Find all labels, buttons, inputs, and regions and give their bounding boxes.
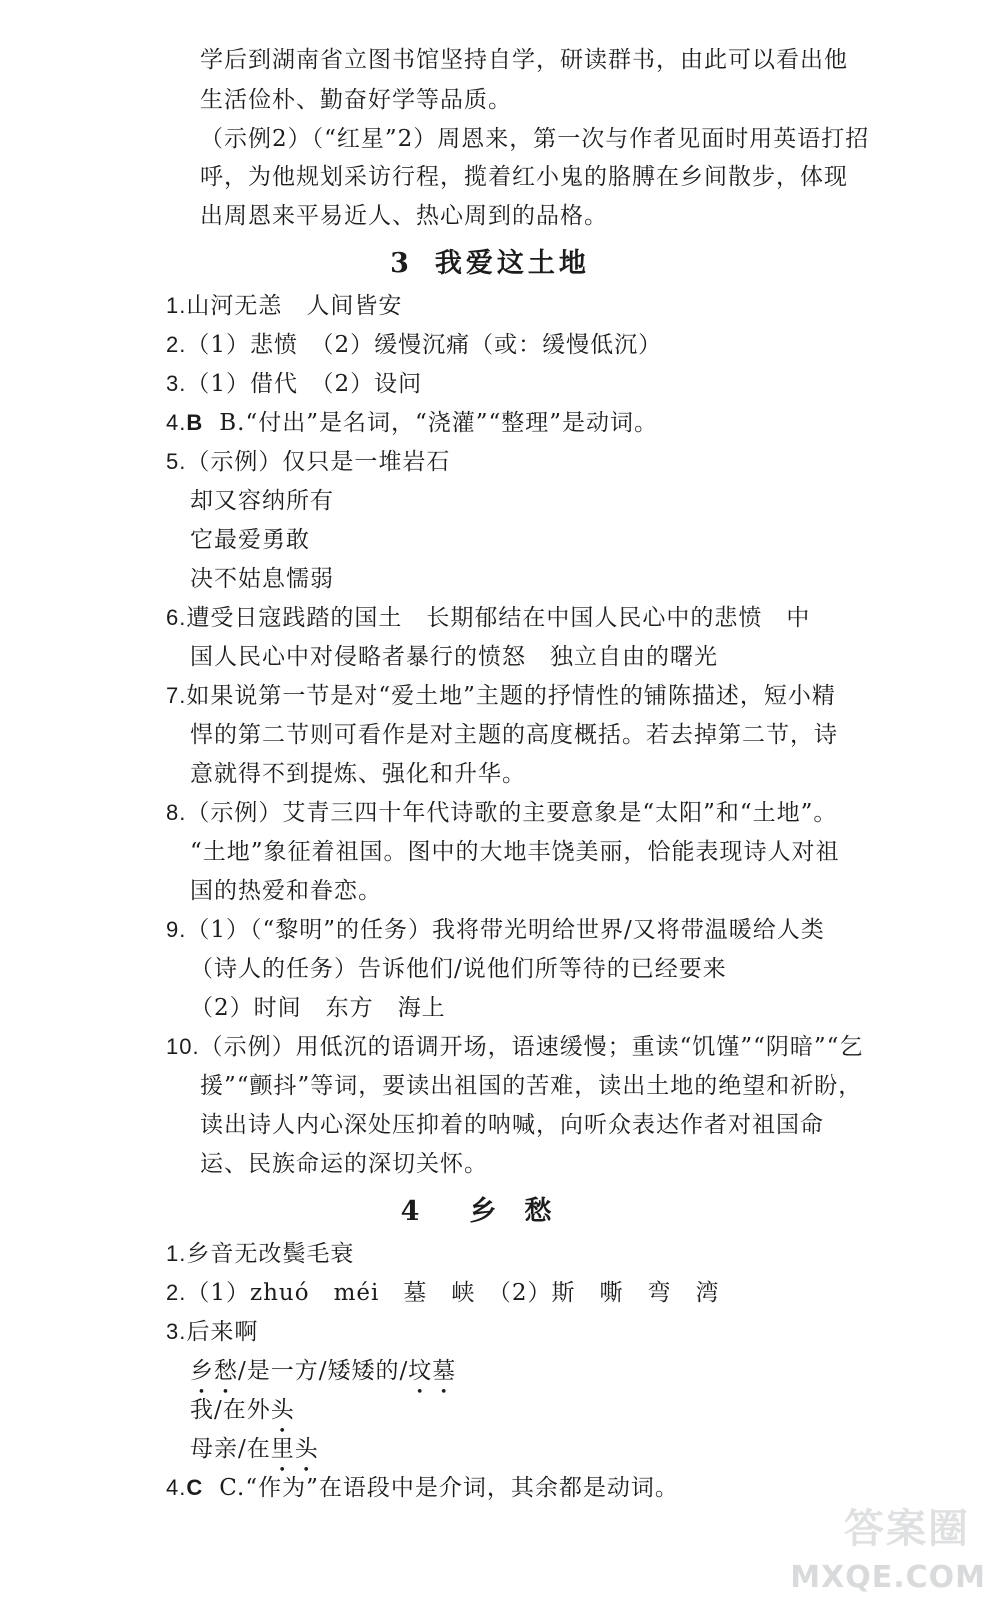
- s3-item-3: [166, 369, 422, 399]
- section-3-number: 3: [390, 248, 413, 279]
- item-text: B.“付出”是名词，“浇灌”“整理”是动词。: [219, 410, 659, 436]
- item-number: 1.: [166, 1241, 187, 1266]
- item-number: 8.: [166, 800, 187, 825]
- section-4-title: 乡愁: [469, 1196, 580, 1227]
- s3-item-6: [166, 603, 810, 633]
- s3-item-5-line-3: 它最爱勇敢: [190, 527, 310, 553]
- item-text: （1）zhuó méi 墓 峡 （2）斯 嘶 弯 湾: [186, 1280, 720, 1306]
- s3-item-10-line-3: 读出诗人内心深处压抑着的呐喊，向听众表达作者对祖国命: [200, 1112, 824, 1138]
- item-text: 遭受日寇践踏的国土 长期郁结在中国人民心中的悲愤 中: [186, 605, 811, 631]
- continuation-line-4: 呼，为他规划采访行程，揽着红小鬼的胳膊在乡间散步，体现: [200, 164, 848, 190]
- item-text: （示例）艾青三四十年代诗歌的主要意象是“太阳”和“土地”。: [186, 800, 838, 826]
- stress-line-2: [190, 1395, 295, 1425]
- item-number: 6.: [166, 605, 187, 630]
- s3-item-1: [166, 291, 402, 321]
- item-number: 4.: [166, 1475, 187, 1500]
- s3-item-9-line-2: （诗人的任务）告诉他们/说他们所等待的已经要来: [190, 956, 727, 982]
- item-number: 2.: [166, 1280, 187, 1305]
- item-text: 如果说第一节是对“爱土地”主题的抒情性的铺陈描述，短小精: [186, 683, 836, 709]
- stressed-char: 愁: [214, 1358, 238, 1384]
- item-number: 1.: [166, 293, 187, 318]
- s3-item-6-line-2: 国人民心中对侵略者暴行的愤怒 独立自由的曙光: [190, 644, 718, 670]
- item-text: （示例）用低沉的语调开场，语速缓慢；重读“饥馑”“阴暗”“乞: [199, 1034, 864, 1060]
- s3-item-5-line-4: 决不姑息懦弱: [190, 566, 334, 592]
- s3-item-8-line-3: 国的热爱和眷恋。: [190, 878, 382, 904]
- s3-item-10-line-4: 运、民族命运的深切关怀。: [200, 1151, 488, 1177]
- item-text: （示例）仅只是一堆岩石: [186, 449, 451, 475]
- item-text: 后来啊: [186, 1319, 259, 1345]
- s3-item-8: [166, 798, 837, 828]
- s3-item-8-line-2: “土地”象征着祖国。图中的大地丰饶美丽，恰能表现诗人对祖: [190, 839, 840, 865]
- item-text: （1）（“黎明”的任务）我将带光明给世界/又将带温暖给人类: [186, 917, 825, 943]
- plain-text: 我/在外: [190, 1397, 271, 1423]
- stressed-char: 乡: [190, 1358, 214, 1384]
- stress-line-1: [190, 1356, 456, 1386]
- item-number: 2.: [166, 332, 187, 357]
- stressed-char: 坟: [408, 1358, 433, 1384]
- section-4-number: 4: [400, 1196, 448, 1227]
- s3-item-5-line-2: 却又容纳所有: [190, 488, 334, 514]
- section-3-heading: [0, 247, 990, 281]
- item-number: 10.: [166, 1034, 200, 1059]
- s3-item-5: [166, 447, 450, 477]
- s3-item-7-line-3: 意就得不到提炼、强化和升华。: [190, 761, 526, 787]
- stressed-char: 墓: [432, 1358, 457, 1384]
- s4-item-3: [166, 1317, 258, 1347]
- item-number: 7.: [166, 683, 187, 708]
- item-number: 9.: [166, 917, 187, 942]
- plain-text: 母亲/在: [190, 1436, 271, 1462]
- continuation-line-1: 学后到湖南省立图书馆坚持自学，研读群书，由此可以看出他: [200, 47, 848, 73]
- s3-item-9-line-3: （2）时间 东方 海上: [190, 995, 446, 1021]
- s4-item-4: [166, 1473, 679, 1503]
- stressed-char: 里: [270, 1436, 295, 1462]
- s3-item-10-line-2: 援”“颤抖”等词，要读出祖国的苦难，读出土地的绝望和祈盼，: [200, 1073, 863, 1099]
- item-text: C.“作为”在语段中是介词，其余都是动词。: [219, 1475, 679, 1501]
- item-text: （1）悲愤 （2）缓慢沉痛（或：缓慢低沉）: [186, 332, 663, 358]
- continuation-line-5: 出周恩来平易近人、热心周到的品格。: [200, 203, 608, 229]
- continuation-line-2: 生活俭朴、勤奋好学等品质。: [200, 87, 512, 113]
- section-3-title: 我爱这土地: [434, 248, 590, 279]
- answer-letter: B: [186, 410, 204, 435]
- s3-item-2: [166, 330, 662, 360]
- watermark-logo: 答案圈: [844, 1506, 970, 1552]
- answer-letter: C: [186, 1475, 204, 1500]
- s3-item-10: [166, 1032, 863, 1062]
- continuation-line-3: （示例2）（“红星”2）周恩来，第一次与作者见面时用英语打招: [200, 126, 870, 152]
- s3-item-7: [166, 681, 836, 711]
- item-number: 3.: [166, 1319, 187, 1344]
- item-text: 山河无恙 人间皆安: [186, 293, 403, 319]
- item-number: 5.: [166, 449, 187, 474]
- s3-item-4: [166, 408, 658, 438]
- watermark-url: MXQE.COM: [790, 1560, 986, 1595]
- s3-item-7-line-2: 悍的第二节则可看作是对主题的高度概括。若去掉第二节，诗: [190, 722, 838, 748]
- stressed-char: 头: [294, 1436, 319, 1462]
- stressed-char: 头: [270, 1397, 295, 1423]
- stress-line-3: [190, 1434, 319, 1464]
- item-text: （1）借代 （2）设问: [186, 371, 423, 397]
- item-number: 4.: [166, 410, 187, 435]
- s4-item-1: [166, 1239, 354, 1269]
- item-text: 乡音无改鬓毛衰: [186, 1241, 355, 1267]
- plain-text: /是一方/矮矮的/: [238, 1358, 409, 1384]
- item-number: 3.: [166, 371, 187, 396]
- s3-item-9: [166, 915, 825, 945]
- s4-item-2: [166, 1278, 720, 1308]
- section-4-heading: [0, 1195, 990, 1229]
